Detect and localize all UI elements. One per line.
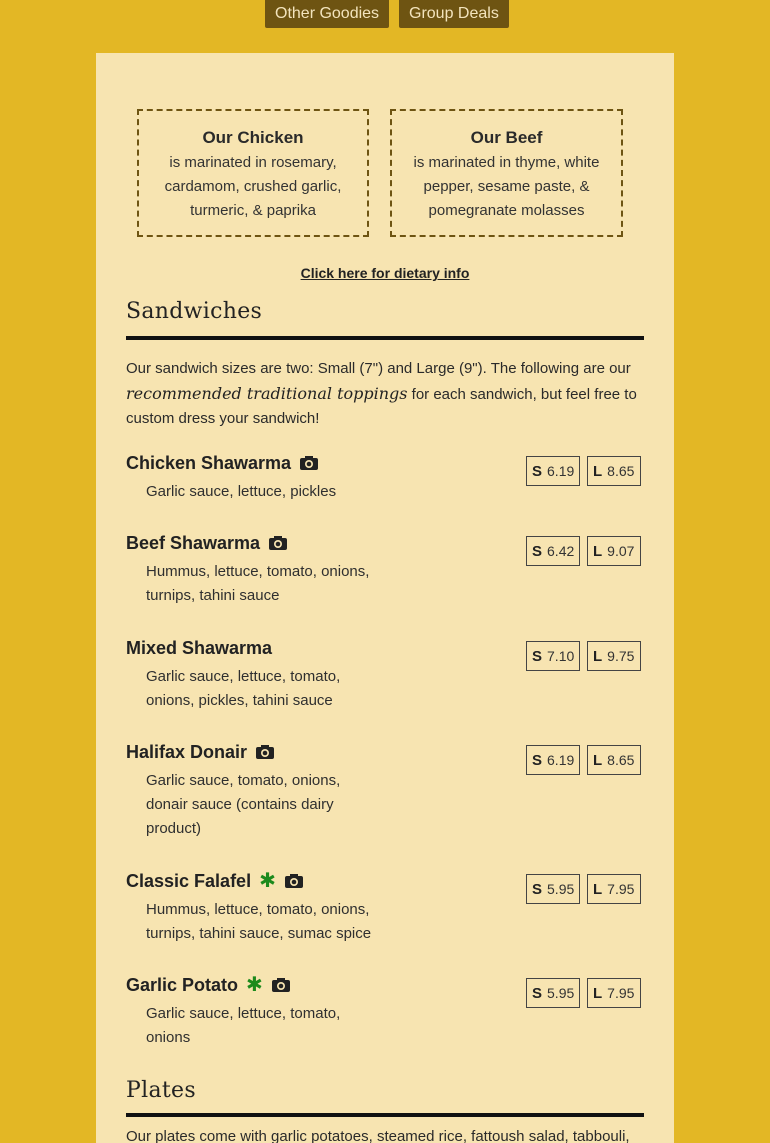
group-deals-tab[interactable]: Group Deals: [399, 0, 509, 28]
chicken-info-box: [137, 109, 369, 237]
menu-item-halifax-donair: [126, 741, 644, 841]
item-name: Mixed Shawarma: [126, 638, 273, 658]
item-name: Beef Shawarma: [126, 533, 261, 553]
intro-text-before: Our sandwich sizes are two: Small (7") and Large (9"). The following are our: [126, 360, 631, 377]
large-price-button[interactable]: L 9.75: [587, 641, 641, 671]
large-price-button[interactable]: L 7.95: [587, 874, 641, 904]
large-price-button[interactable]: L 8.65: [587, 745, 641, 775]
large-price-button[interactable]: L 8.65: [587, 456, 641, 486]
beef-info-title: Our Beef: [470, 128, 543, 147]
menu-item-garlic-potato: [126, 974, 644, 1050]
large-price-button[interactable]: L 9.07: [587, 536, 641, 566]
beef-info-text: is marinated in thyme, white pepper, sesame paste, & pomegranate molasses: [413, 154, 600, 219]
small-price-button[interactable]: S 6.42: [526, 536, 580, 566]
camera-icon[interactable]: [268, 535, 288, 551]
menu-item-beef-shawarma: [126, 532, 644, 608]
item-description: Garlic sauce, lettuce, pickles: [146, 483, 337, 500]
item-name: Halifax Donair: [126, 742, 248, 762]
plates-divider: [126, 1113, 644, 1117]
menu-item-classic-falafel: [126, 870, 644, 946]
item-name: Garlic Potato: [126, 975, 239, 995]
small-price-button[interactable]: S 6.19: [526, 745, 580, 775]
small-price-button[interactable]: S 5.95: [526, 978, 580, 1008]
camera-icon[interactable]: [299, 455, 319, 471]
sandwiches-divider: [126, 336, 644, 340]
dietary-info-link[interactable]: Click here for dietary info: [300, 265, 470, 281]
sandwiches-heading: Sandwiches: [126, 299, 263, 324]
other-goodies-tab[interactable]: Other Goodies: [265, 0, 389, 28]
intro-text-after: for each sandwich, but feel free to custom dress your sandwich!: [126, 385, 637, 427]
menu-item-mixed-shawarma: [126, 637, 644, 713]
beef-info-box: [390, 109, 623, 237]
sandwiches-intro: [126, 357, 644, 432]
item-description: Garlic sauce, lettuce, tomato, onions, pickles, tahini sauce: [146, 668, 341, 709]
camera-icon[interactable]: [271, 977, 291, 993]
camera-icon[interactable]: [284, 873, 304, 889]
small-price-button[interactable]: S 6.19: [526, 456, 580, 486]
chicken-info-title: Our Chicken: [202, 128, 304, 147]
chicken-info-text: is marinated in rosemary, cardamom, crushed garlic, turmeric, & paprika: [164, 154, 342, 219]
large-price-button[interactable]: L 7.95: [587, 978, 641, 1008]
item-description: Hummus, lettuce, tomato, onions, turnips, tahini sauce, sumac spice: [146, 901, 372, 942]
small-price-button[interactable]: S 5.95: [526, 874, 580, 904]
item-description: Hummus, lettuce, tomato, onions, turnips, tahini sauce: [146, 563, 370, 604]
item-name: Classic Falafel: [126, 871, 252, 891]
vegetarian-star-icon: ✱: [259, 870, 276, 892]
plates-heading: Plates: [126, 1078, 196, 1103]
recommended-toppings-text: recommended traditional toppings: [126, 383, 408, 403]
menu-item-chicken-shawarma: [126, 452, 644, 504]
item-description: Garlic sauce, lettuce, tomato, onions: [146, 1005, 341, 1046]
item-name: Chicken Shawarma: [126, 453, 292, 473]
plates-intro: Our plates come with garlic potatoes, steamed rice, fattoush salad, tabbouli,: [126, 1128, 630, 1143]
vegetarian-star-icon: ✱: [246, 974, 263, 996]
menu-panel: [96, 53, 674, 1143]
camera-icon[interactable]: [255, 744, 275, 760]
item-description: Garlic sauce, tomato, onions, donair sauce (contains dairy product): [146, 772, 341, 837]
small-price-button[interactable]: S 7.10: [526, 641, 580, 671]
